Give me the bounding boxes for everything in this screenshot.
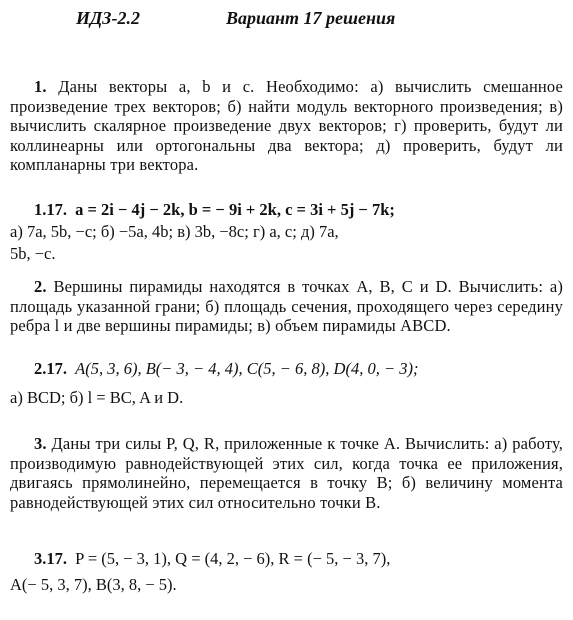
variant-heading: Вариант 17 решения: [226, 8, 396, 28]
document-header: [76, 8, 396, 29]
problem-1-number: 1.: [34, 77, 47, 96]
problem-3-variant-number: 3.17.: [34, 549, 67, 568]
problem-2-variant-number: 2.17.: [34, 359, 67, 378]
problem-3-statement: [10, 434, 563, 512]
problem-1-vectors: a = 2i − 4j − 2k, b = − 9i + 2k, c = 3i + 5j − 7k;: [75, 200, 395, 219]
problem-1-text: Даны векторы a, b и c. Необходимо: а) вычислить смешанное произведение трех векторов; б) найти модуль векторного произведения; в) вычислить скалярное произведение двух векторов; г) проверить, будут ли коллинеарны или ортогональны два вектора; д) проверить, будут ли компланарны три вектора.: [10, 77, 563, 174]
problem-2-text: Вершины пирамиды находятся в точках A, B, C и D. Вычислить: а) площадь указанной грани; б) площадь сечения, проходящего через середину ребра l и две вершины пирамиды; в) объем пирамиды ABCD.: [10, 277, 563, 335]
problem-1-variant-number: 1.17.: [34, 200, 67, 219]
problem-1-variant-line-3: 5b, −c.: [10, 244, 56, 263]
problem-1-variant-line-1: [10, 200, 563, 220]
problem-2-variant-line-1: [10, 359, 563, 379]
document-title: ИДЗ-2.2: [76, 8, 140, 28]
problem-3-variant-line-1: [10, 549, 563, 569]
problem-3-text: Даны три силы P, Q, R, приложенные к точке A. Вычислить: а) работу, производимую равнодействующей этих сил, когда точка ее приложения, двигаясь прямолинейно, перемещается в точку B; б) величину момента равнодействующей этих сил относительно точки B.: [10, 434, 563, 512]
problem-2-number: 2.: [34, 277, 47, 296]
problem-1-variant-line-2: а) 7a, 5b, −c; б) −5a, 4b; в) 3b, −8c; г) a, c; д) 7a,: [10, 222, 339, 241]
problem-2-statement: [10, 277, 563, 336]
problem-1-statement: [10, 77, 563, 175]
problem-2-variant-line-2: а) BCD; б) l = BC, A и D.: [10, 388, 184, 407]
problem-3-variant-line-2: A(− 5, 3, 7), B(3, 8, − 5).: [10, 575, 177, 594]
problem-3-forces: P = (5, − 3, 1), Q = (4, 2, − 6), R = (− 5, − 3, 7),: [75, 549, 391, 568]
problem-2-points: A(5, 3, 6), B(− 3, − 4, 4), C(5, − 6, 8), D(4, 0, − 3);: [75, 359, 419, 378]
problem-3-number: 3.: [34, 434, 47, 453]
